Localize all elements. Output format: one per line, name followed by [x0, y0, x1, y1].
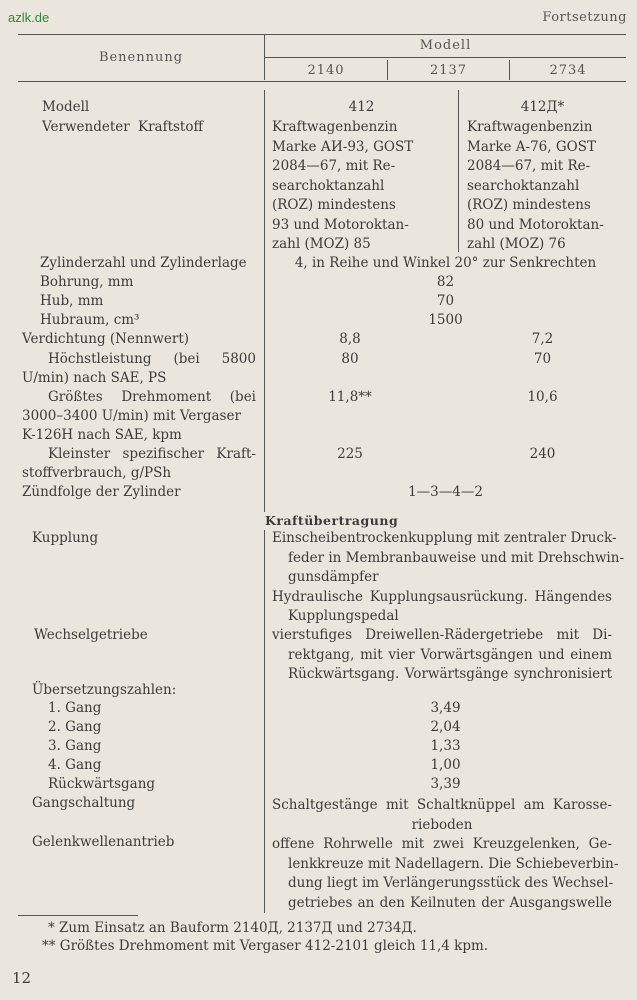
row-label-kraftstoff: Verwendeter Kraftstoff: [42, 119, 204, 135]
gear-label-4: 4. Gang: [48, 757, 102, 773]
header-model-2137: 2137: [429, 63, 468, 78]
header-bottom-rule: [18, 81, 626, 82]
gear-value-1: 3,49: [430, 700, 461, 716]
row-label-hubraum: Hubraum, cm³: [40, 312, 140, 328]
gear-value-3: 1,33: [430, 738, 461, 754]
text-gelenkwelle: offene Rohrwelle mit zwei Kreuzgelenken, Ge- lenkkreuze mit Nadellagern. Die Schiebeverbin- dung liegt im Verlängerungsstück des Wechsel- getriebes an den Keilnuten der Ausgangswelle: [272, 836, 619, 911]
label-gangschaltung: Gangschaltung: [32, 795, 136, 811]
label-uebersetzung: Übersetzungszahlen:: [32, 682, 177, 698]
header-model-2734: 2734: [549, 63, 587, 78]
label-gelenkwelle: Gelenkwellenantrieb: [32, 834, 175, 850]
value-verbrauch-1: 225: [337, 446, 363, 462]
section-heading: Kraftübertragung: [265, 513, 399, 528]
value-zylinderzahl: 4, in Reihe und Winkel 20° zur Senkrechten: [294, 255, 597, 271]
gear-value-4: 1,00: [430, 757, 461, 773]
gear-label-1: 1. Gang: [48, 700, 102, 716]
value-verdichtung-2: 7,2: [531, 331, 554, 347]
header-model-group: Modell: [419, 38, 472, 53]
value-bohrung: 82: [436, 274, 455, 290]
value-drehmoment-1: 11,8**: [328, 389, 372, 405]
footnote-rule: [18, 915, 138, 916]
row-label-bohrung: Bohrung, mm: [40, 274, 134, 290]
label-wechselgetriebe: Wechselgetriebe: [34, 627, 148, 643]
gear-value-reverse: 3,39: [430, 776, 461, 792]
continuation-label: Fortsetzung: [542, 10, 627, 25]
value-verbrauch-2: 240: [529, 446, 556, 462]
value-modell-2: 412Д*: [520, 99, 565, 115]
row-label-verbrauch-2: stoffverbrauch, g/PSh: [22, 465, 172, 481]
value-kraftstoff-2: Kraftwagenbenzin Marke A-76, GOST 2084—67, mit Re- searchoktanzahl (ROZ) mindestens 80 und Motoroktan- zahl (MOZ) 76: [467, 119, 604, 252]
model-group-rule: [265, 57, 626, 58]
header-name-column: Benennung: [98, 50, 184, 65]
page-number: 12: [12, 969, 32, 987]
row-label-zuendfolge: Zündfolge der Zylinder: [22, 484, 181, 500]
text-kupplung: Einscheibentrockenkupplung mit zentraler Druck- feder in Membranbauweise und mit Drehschwin- gunsdämpfer Hydraulische Kupplungsausrückung. Hängendes Kupplungspedal: [272, 530, 625, 624]
table-top-rule: [18, 34, 626, 35]
value-leistung-2: 70: [533, 351, 552, 367]
label-kupplung: Kupplung: [32, 530, 99, 546]
header-model-2140: 2140: [307, 63, 345, 78]
value-kraftstoff-1: Kraftwagenbenzin Marke АИ-93, GOST 2084—67, mit Re- searchoktanzahl (ROZ) mindestens 93 und Motoroktan- zahl (MOZ) 85: [272, 119, 414, 252]
value-drehmoment-2: 10,6: [527, 389, 558, 405]
row-label-leistung-2: U/min) nach SAE, PS: [22, 370, 167, 386]
value-modell-1: 412: [348, 99, 375, 115]
value-verdichtung-1: 8,8: [339, 331, 361, 347]
watermark: azlk.de: [8, 10, 50, 25]
value-leistung-1: 80: [341, 351, 359, 367]
value-hub: 70: [436, 293, 455, 309]
row-label-drehmoment-1: Größtes Drehmoment (bei: [48, 389, 256, 405]
row-label-drehmoment-3: K-126H nach SAE, kpm: [22, 427, 182, 443]
row-label-verbrauch-1: Kleinster spezifischer Kraft-: [48, 446, 256, 462]
gear-label-3: 3. Gang: [48, 738, 102, 754]
gear-value-2: 2,04: [430, 719, 461, 735]
footnote-1: * Zum Einsatz an Bauform 2140Д, 2137Д und 2734Д.: [48, 920, 417, 936]
row-label-modell: Modell: [42, 99, 90, 115]
gear-label-2: 2. Gang: [48, 719, 102, 735]
value-zuendfolge: 1—3—4—2: [408, 484, 483, 500]
footnote-2: ** Größtes Drehmoment mit Vergaser 412-2101 gleich 11,4 kpm.: [42, 938, 489, 954]
row-label-hub: Hub, mm: [40, 293, 104, 309]
gear-label-reverse: Rückwärtsgang: [48, 776, 156, 792]
row-label-verdichtung: Verdichtung (Nennwert): [22, 331, 190, 347]
row-label-zylinderzahl: Zylinderzahl und Zylinderlage: [40, 255, 247, 271]
text-wechselgetriebe: vierstufiges Dreiwellen-Rädergetriebe mit Di- rektgang, mit vier Vorwärtsgängen und einem Rückwärtsgang. Vorwärtsgänge synchronisiert: [272, 627, 612, 682]
text-gangschaltung: Schaltgestänge mit Schaltknüppel am Karosse- rieboden: [272, 797, 612, 833]
row-label-leistung-1: Höchstleistung (bei 5800: [48, 351, 256, 367]
row-label-drehmoment-2: 3000–3400 U/min) mit Vergaser: [22, 408, 241, 424]
value-hubraum: 1500: [428, 312, 463, 328]
